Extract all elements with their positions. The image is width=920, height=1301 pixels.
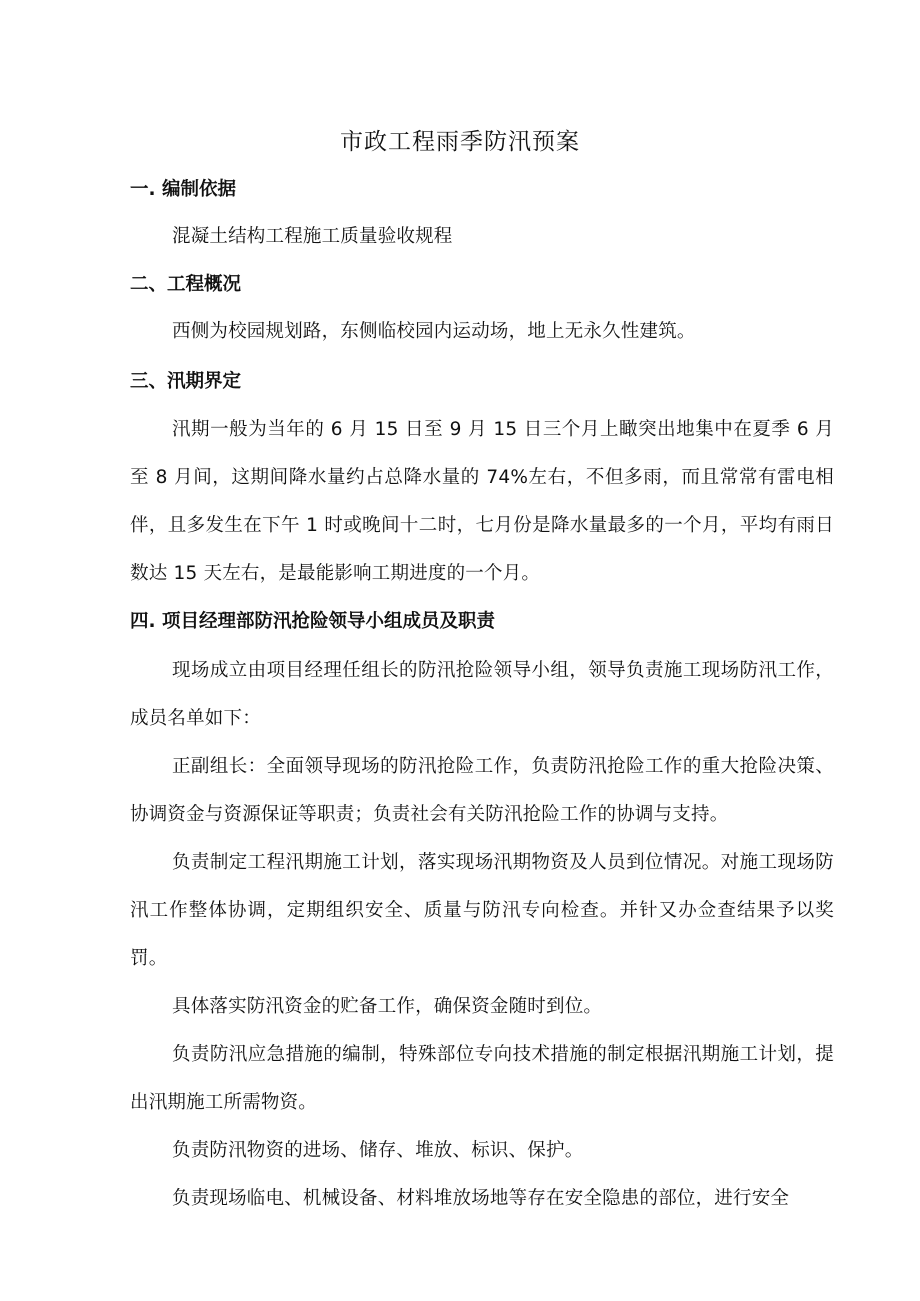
section-heading-team: 四. 项目经理部防汛抢险领导小组成员及职责 — [130, 611, 495, 632]
paragraph-flood-period: 汛期一般为当年的 6 月 15 日至 9 月 15 日三个月上瞰突出地集中在夏季 6 月至 8 月间，这期间降水量约占总降水量的 74%左右，不但多雨，而且常常有雷电相伴，且多发生在下午 1 时或晚间十二时，七月份是降水量最多的一个月，平均有雨日数达 15 天左右，是最能影响工期进度的一个月。 — [130, 419, 834, 584]
document-title: 市政工程雨季防汛预案 — [340, 129, 580, 155]
paragraph-materials: 负责防汛物资的进场、储存、堆放、标识、保护。 — [172, 1140, 584, 1161]
section-heading-flood-period: 三、汛期界定 — [130, 371, 242, 392]
paragraph-safety: 负责现场临电、机械设备、材料堆放场地等存在安全隐患的部位，进行安全 — [172, 1188, 790, 1209]
paragraph-measures: 负责防汛应急措施的编制，特殊部位专向技术措施的制定根据汛期施工计划，提出汛期施工所需物资。 — [130, 1044, 834, 1113]
paragraph-team-leader: 正副组长：全面领导现场的防汛抢险工作，负责防汛抢险工作的重大抢险决策、协调资金与资源保证等职责；负责社会有关防汛抢险工作的协调与支持。 — [130, 756, 834, 825]
section-heading-basis: 一. 编制依据 — [130, 179, 236, 200]
paragraph-funds: 具体落实防汛资金的贮备工作，确保资金随时到位。 — [172, 996, 603, 1017]
paragraph-team-intro: 现场成立由项目经理任组长的防汛抢险领导小组，领导负责施工现场防汛工作，成员名单如下： — [130, 660, 834, 729]
paragraph-basis: 混凝土结构工程施工质量验收规程 — [172, 226, 453, 247]
paragraph-overview: 西侧为校园规划路，东侧临校园内运动场，地上无永久性建筑。 — [172, 321, 696, 342]
section-heading-overview: 二、工程概况 — [130, 274, 242, 295]
paragraph-plan: 负责制定工程汛期施工计划，落实现场汛期物资及人员到位情况。对施工现场防汛工作整体协调，定期组织安全、质量与防汛专向检查。并针又办佥查结果予以奖罚。 — [130, 852, 834, 969]
